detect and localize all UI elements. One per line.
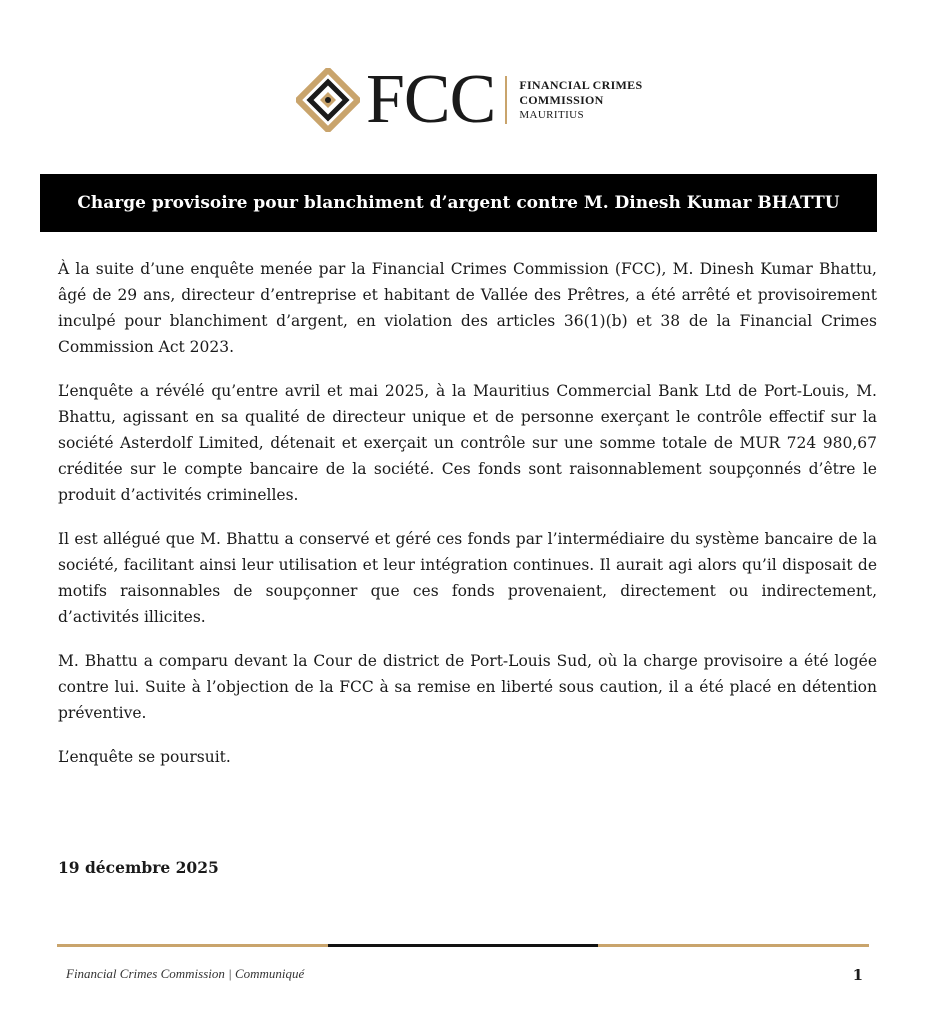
footer-divider-black-middle: [328, 944, 599, 947]
logo-name-line2: COMMISSION: [519, 92, 604, 107]
logo-abbr: FCC: [366, 61, 496, 138]
body-paragraph: M. Bhattu a comparu devant la Cour de district de Port-Louis Sud, où la charge provisoire a été logée contre lui. Suite à l’objection de la FCC à sa remise en liberté sous caution, il a été placé en détention préventive.: [58, 652, 877, 722]
header-logo: [296, 61, 656, 138]
logo-name-line3: MAURITIUS: [519, 108, 585, 121]
logo-name: [519, 78, 642, 123]
logo-divider: [505, 76, 507, 124]
footer-divider: [57, 944, 869, 947]
page-number: 1: [852, 966, 863, 984]
body-paragraph: À la suite d’une enquête menée par la Financial Crimes Commission (FCC), M. Dinesh Kumar Bhattu, âgé de 29 ans, directeur d’entreprise et habitant de Vallée des Prêtres, a été arrêté et provisoirement inculpé pour blanchiment d’argent, en violation des articles 36(1)(b) et 38 de la Financial Crimes Commission Act 2023.: [58, 260, 877, 356]
footer-label: Financial Crimes Commission | Communiqué: [66, 966, 305, 981]
document-date: 19 décembre 2025: [58, 858, 219, 877]
body-paragraph: L’enquête se poursuit.: [58, 748, 231, 766]
fcc-diamond-logo-icon: [296, 68, 360, 132]
document-title: Charge provisoire pour blanchiment d’argent contre M. Dinesh Kumar BHATTU: [40, 174, 877, 232]
logo-name-line1: FINANCIAL CRIMES: [519, 77, 643, 92]
document-body: [58, 256, 877, 788]
body-paragraph: L’enquête a révélé qu’entre avril et mai 2025, à la Mauritius Commercial Bank Ltd de Port-Louis, M. Bhattu, agissant en sa qualité de directeur unique et de personne exerçant le contrôle effectif sur la société Asterdolf Limited, détenait et exerçait un contrôle sur une somme totale de MUR 724 980,67 créditée sur le compte bancaire de la société. Ces fonds sont raisonnablement soupçonnés d’être le produit d’activités criminelles.: [58, 382, 877, 504]
footer-divider-gold-right: [598, 944, 869, 947]
body-paragraph: Il est allégué que M. Bhattu a conservé et géré ces fonds par l’intermédiaire du système bancaire de la société, facilitant ainsi leur utilisation et leur intégration continues. Il aurait agi alors qu’il disposait de motifs raisonnables de soupçonner que ces fonds provenaient, directement ou indirectement, d’activités illicites.: [58, 530, 877, 626]
footer-divider-gold-left: [57, 944, 328, 947]
